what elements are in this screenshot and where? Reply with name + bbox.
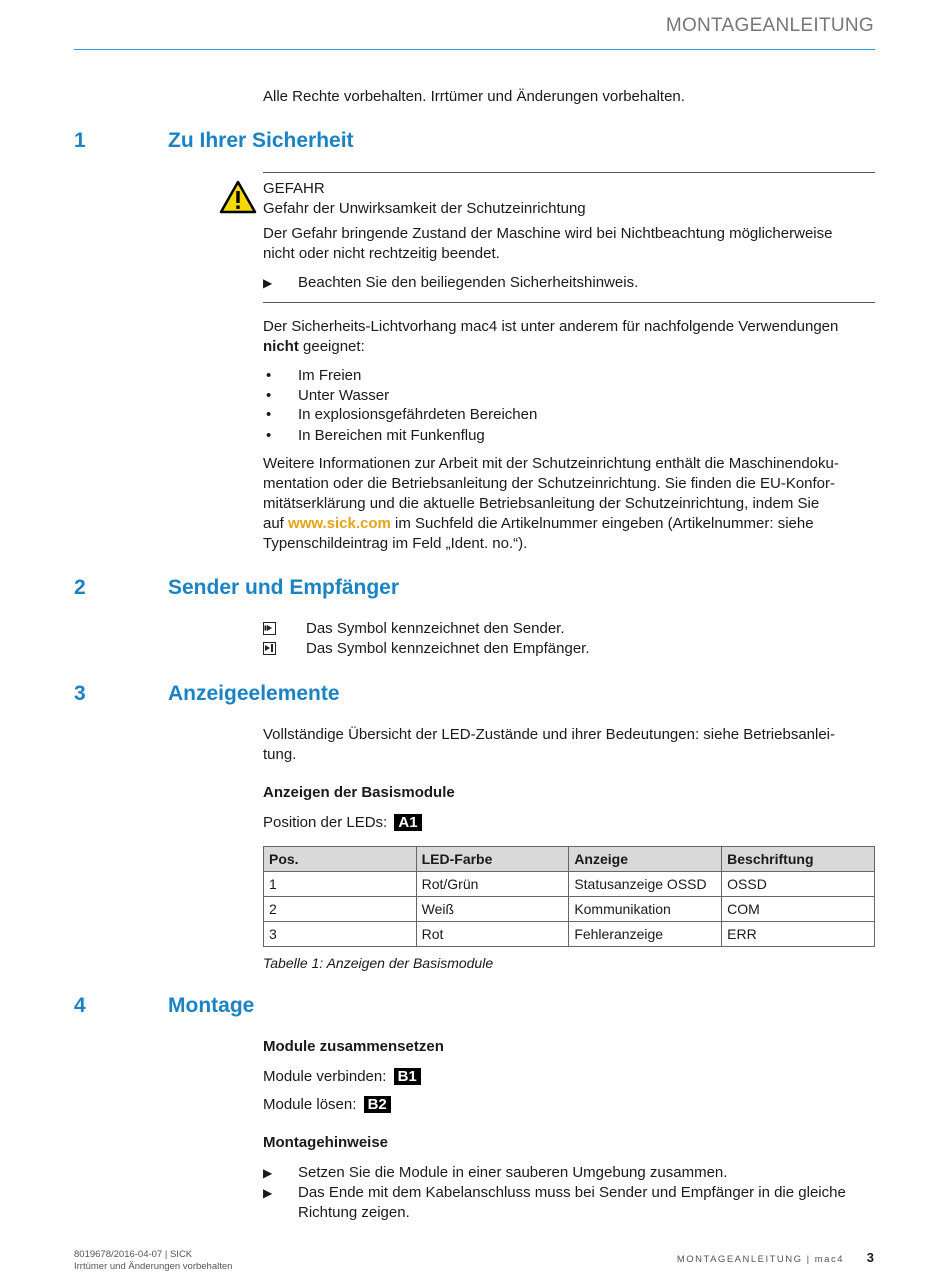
usage-text-line	[263, 337, 875, 357]
table-header-row	[264, 847, 875, 872]
section-number: 3	[74, 682, 86, 705]
warning-text-line: nicht oder nicht rechtzeitig beendet.	[263, 245, 500, 262]
receiver-description: Das Symbol kennzeichnet den Empfänger.	[306, 640, 590, 657]
bullet-icon: •	[266, 427, 272, 444]
info-text-pre: auf	[263, 515, 289, 532]
arrow-right-icon: ▶	[263, 276, 273, 290]
bullet-icon: •	[266, 367, 272, 384]
table-cell: OSSD	[722, 872, 875, 897]
led-overview-line: tung.	[263, 746, 297, 763]
section-title: Zu Ihrer Sicherheit	[168, 129, 354, 152]
release-label: Module lösen:	[263, 1096, 357, 1113]
warning-subtitle: Gefahr der Unwirksamkeit der Schutzeinrichtung	[263, 200, 586, 217]
usage-text-rest: geeignet:	[298, 338, 365, 355]
table-cell: Statusanzeige OSSD	[569, 872, 722, 897]
table-cell: Rot/Grün	[416, 872, 569, 897]
warning-label: GEFAHR	[263, 180, 325, 197]
info-text-line	[263, 514, 875, 534]
info-text-post: im Suchfeld die Artikelnummer eingeben (Artikelnummer: siehe	[390, 515, 814, 532]
warning-triangle-icon	[219, 180, 257, 214]
table-cell: 2	[264, 897, 417, 922]
footer-notice: Irrtümer und Änderungen vorbehalten	[74, 1261, 233, 1272]
footer-left	[74, 1249, 232, 1273]
led-position-label: Position der LEDs:	[263, 814, 388, 831]
table-cell: COM	[722, 897, 875, 922]
warning-action: Beachten Sie den beiliegenden Sicherheitshinweis.	[298, 274, 639, 291]
figure-tag-b1[interactable]: B1	[394, 1068, 421, 1085]
info-text-line: mitätserklärung und die aktuelle Betriebsanleitung der Schutzeinrichtung, indem Sie	[263, 495, 820, 512]
section-title: Montage	[168, 994, 255, 1017]
column-header: Pos.	[264, 847, 417, 872]
warning-top-rule	[263, 172, 875, 173]
column-header: LED-Farbe	[416, 847, 569, 872]
led-position-line	[263, 813, 875, 833]
section-number: 2	[74, 576, 86, 599]
sender-description: Das Symbol kennzeichnet den Sender.	[306, 620, 565, 637]
list-item: In Bereichen mit Funkenflug	[298, 427, 485, 444]
table-caption: Tabelle 1: Anzeigen der Basismodule	[263, 955, 494, 971]
page-number: 3	[866, 1250, 874, 1265]
column-header: Beschriftung	[722, 847, 875, 872]
table-cell: Fehleranzeige	[569, 922, 722, 947]
montage-heading: Module zusammensetzen	[263, 1038, 444, 1055]
table-cell: 1	[264, 872, 417, 897]
table-cell: Kommunikation	[569, 897, 722, 922]
bullet-icon: •	[266, 387, 272, 404]
figure-tag-a1[interactable]: A1	[394, 814, 421, 831]
column-header: Anzeige	[569, 847, 722, 872]
arrow-right-icon: ▶	[263, 1166, 273, 1180]
table-cell: Weiß	[416, 897, 569, 922]
info-text-line: Typenschildeintrag im Feld „Ident. no.“).	[263, 535, 528, 552]
section-title: Anzeigeelemente	[168, 682, 340, 705]
list-item: Unter Wasser	[298, 387, 390, 404]
led-table	[263, 846, 875, 947]
table-cell: 3	[264, 922, 417, 947]
table-cell: Rot	[416, 922, 569, 947]
intro-text: Alle Rechte vorbehalten. Irrtümer und Änderungen vorbehalten.	[263, 88, 685, 105]
header-title: MONTAGEANLEITUNG	[665, 15, 874, 36]
table-row	[264, 872, 875, 897]
connect-label: Module verbinden:	[263, 1068, 387, 1085]
bullet-icon: •	[266, 406, 272, 423]
info-text-line: Weitere Informationen zur Arbeit mit der Schutzeinrichtung enthält die Maschinendoku-	[263, 455, 839, 472]
led-heading: Anzeigen der Basismodule	[263, 784, 455, 801]
footer-doc-id: 8019678/2016-04-07 | SICK	[74, 1249, 193, 1260]
section-title: Sender und Empfänger	[168, 576, 400, 599]
footer-title: MONTAGEANLEITUNG | mac4	[676, 1254, 844, 1265]
sender-icon	[263, 622, 276, 635]
usage-text-line: Der Sicherheits-Lichtvorhang mac4 ist unter anderem für nachfolgende Verwendungen	[263, 318, 839, 335]
list-item: Im Freien	[298, 367, 362, 384]
section-number: 4	[74, 994, 86, 1017]
hint-item: Das Ende mit dem Kabelanschluss muss bei Sender und Empfänger in die gleiche	[298, 1184, 846, 1201]
list-item: In explosionsgefährdeten Bereichen	[298, 406, 538, 423]
receiver-icon	[263, 642, 276, 655]
hint-item: Setzen Sie die Module in einer sauberen Umgebung zusammen.	[298, 1164, 728, 1181]
hints-heading: Montagehinweise	[263, 1134, 389, 1151]
section-number: 1	[74, 129, 86, 152]
table-row	[264, 922, 875, 947]
connect-line	[263, 1067, 875, 1087]
figure-tag-b2[interactable]: B2	[364, 1096, 391, 1113]
table-row	[264, 897, 875, 922]
release-line	[263, 1095, 875, 1115]
sick-website-link[interactable]: www.sick.com	[288, 515, 391, 532]
table-cell: ERR	[722, 922, 875, 947]
arrow-right-icon: ▶	[263, 1186, 273, 1200]
warning-bottom-rule	[263, 302, 875, 303]
led-overview-line: Vollständige Übersicht der LED-Zustände und ihrer Bedeutungen: siehe Betriebsanlei-	[263, 726, 836, 743]
usage-emphasis: nicht	[263, 338, 299, 355]
header-rule	[74, 49, 875, 50]
warning-text-line: Der Gefahr bringende Zustand der Maschine wird bei Nichtbeachtung möglicherweise	[263, 225, 833, 242]
info-text-line: mentation oder die Betriebsanleitung der Schutzeinrichtung. Sie finden die EU-Konfor-	[263, 475, 836, 492]
hint-item-continued: Richtung zeigen.	[298, 1204, 410, 1221]
